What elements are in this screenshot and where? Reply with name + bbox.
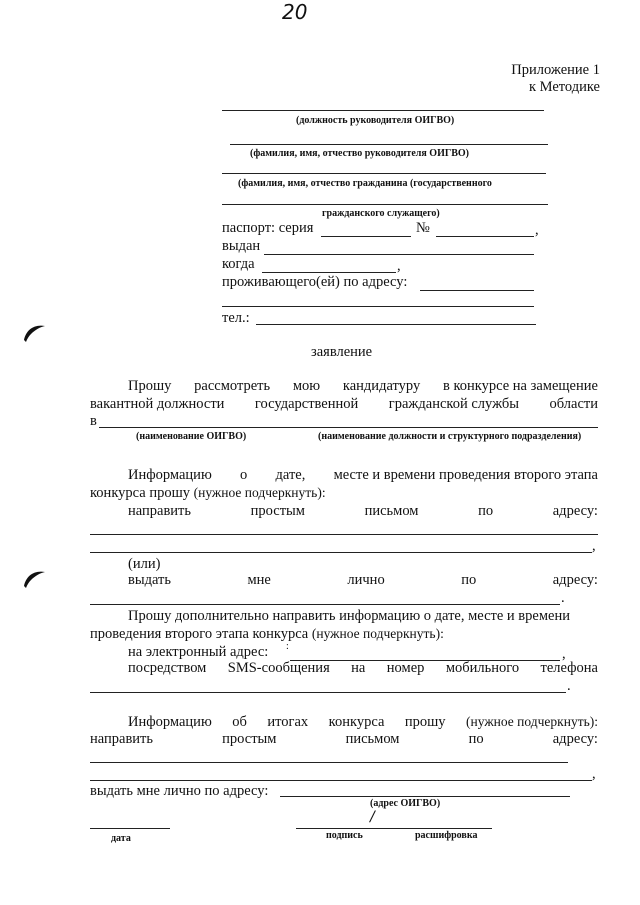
word: мобильного [445,660,520,676]
para4-send-row[interactable] [90,731,598,748]
word: SMS-сообщения [227,660,330,676]
phone-number-field[interactable] [90,692,566,693]
email-option[interactable]: на электронный адрес: [128,644,269,660]
para2-line2 [90,485,326,502]
word: посредством [128,660,207,676]
residing-label: проживающего(ей) по адресу: [222,274,408,290]
page-number: 20 [282,0,308,24]
word: направить [128,503,192,519]
para1-line2 [90,396,598,413]
word: вакантной должности [90,396,225,412]
word: Информацию [128,467,212,483]
sms-option[interactable] [128,660,598,677]
para3-line2 [90,626,444,643]
word: Прошу [128,378,172,394]
word: номер [386,660,425,676]
passport-series-field[interactable] [321,236,411,237]
para4-note: (нужное подчеркнуть): [466,714,598,729]
word: рассмотреть [194,378,271,394]
head-position-caption: (должность руководителя ОИГВО) [296,115,455,126]
word: в конкурсе на замещение [442,378,598,394]
word: адресу: [552,731,598,747]
word: Информацию [128,714,212,730]
comma: , [535,222,539,238]
word: области [549,396,598,412]
word: лично [347,572,385,588]
citizen-name-line[interactable] [222,173,546,174]
word: простым [250,503,305,519]
word: по [468,731,484,747]
word: мне [247,572,271,588]
oigvo-address-caption: (адрес ОИГВО) [370,798,441,809]
when-label: когда [222,256,255,272]
para3-line1: Прошу дополнительно направить информацию о дате, месте и времени [128,608,570,624]
number-sign: № [416,220,430,236]
period: . [567,678,571,694]
word: по [478,503,494,519]
word: об [232,714,247,730]
word: на [351,660,366,676]
word: мою [292,378,321,394]
result-address-field[interactable] [90,762,568,763]
word: направить [90,731,154,747]
document-title: заявление [311,344,373,360]
comma: , [592,538,596,554]
colon-mark: : [286,641,289,652]
passport-number-field[interactable] [436,236,534,237]
issued-by-field[interactable] [264,254,534,255]
para1-prefix: в [90,413,97,429]
oigvo-address-field[interactable] [280,796,570,797]
appendix-line-2: к Методике [528,79,600,95]
word: государственной [254,396,359,412]
phone-field[interactable] [256,324,536,325]
issue-address-field[interactable] [90,604,560,605]
citizen-caption-2: гражданского служащего) [322,208,440,219]
word: кандидатуру [342,378,421,394]
para3-line2-main: проведения второго этапа конкурса [90,626,309,642]
decoding-caption: расшифровка [415,830,478,841]
head-name-caption: (фамилия, имя, отчество руководителя ОИГВО) [250,148,469,159]
issue-in-person-row[interactable] [128,572,598,589]
word: адресу: [552,503,598,519]
signature-field[interactable] [296,828,492,829]
head-position-line[interactable] [222,110,544,111]
word: простым [222,731,277,747]
comma: , [397,258,401,274]
result-address-field-2[interactable] [90,780,592,781]
comma: , [592,766,596,782]
position-name-field[interactable] [300,427,598,428]
appendix-label [511,62,600,96]
appendix-line-1: Приложение 1 [511,62,600,78]
when-field[interactable] [262,272,396,273]
word: письмом [364,503,419,519]
position-caption: (наименование должности и структурного подразделения) [318,431,582,442]
org-caption: (наименование ОИГВО) [136,431,247,442]
head-name-line[interactable] [230,144,548,145]
phone-label: тел.: [222,310,250,326]
word: о [240,467,248,483]
issued-by-label: выдан [222,238,261,254]
passport-series-label: паспорт: серия [222,220,314,236]
mail-address-field[interactable] [90,534,598,535]
word: телефона [540,660,598,676]
comma: , [562,646,566,662]
citizen-caption-1: (фамилия, имя, отчество гражданина (государственного [238,178,492,189]
para1-line1 [128,378,598,395]
para3-line2-note: (нужное подчеркнуть): [311,626,444,641]
word: гражданской службы [388,396,520,412]
org-name-field[interactable] [99,427,300,428]
word: конкурса [328,714,385,730]
issue-in-person-label[interactable]: выдать мне лично по адресу: [90,783,269,799]
word: по [461,572,477,588]
para4-line1 [128,714,598,731]
para2-line1 [128,467,598,484]
mail-address-field-2[interactable] [90,552,592,553]
word: итогах [267,714,309,730]
address-field[interactable] [420,290,534,291]
signature-slash: / [370,809,375,825]
binder-mark-icon [22,568,48,590]
word: дате, [275,467,306,483]
binder-mark-icon [22,322,48,344]
word: выдать [128,572,171,588]
period: . [561,590,565,606]
date-field[interactable] [90,828,170,829]
signature-caption: подпись [326,830,363,841]
or-label: (или) [128,556,161,572]
citizen-name-line-2[interactable] [222,204,548,205]
para2-line2-main: конкурса прошу [90,485,191,501]
address-field-2[interactable] [222,306,534,307]
date-caption: дата [111,833,131,844]
para2-line2-note: (нужное подчеркнуть): [193,485,326,500]
word: прошу [404,714,446,730]
word: месте и времени проведения второго этапа [333,467,598,483]
send-by-mail-row[interactable] [128,503,598,520]
word: письмом [345,731,400,747]
word: адресу: [552,572,598,588]
